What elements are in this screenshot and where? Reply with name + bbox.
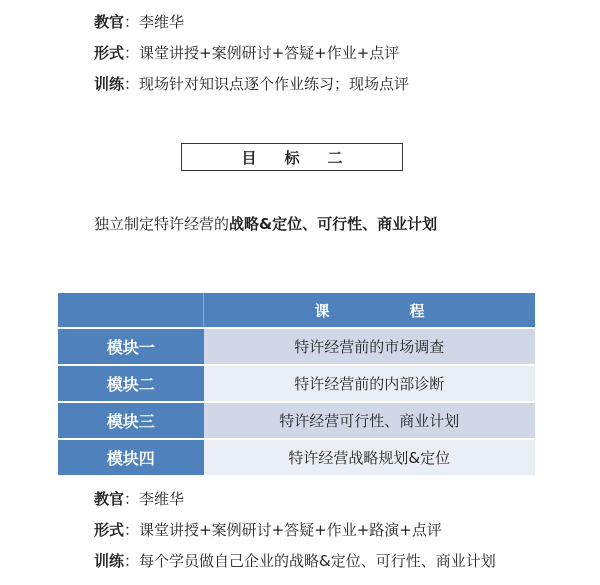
- format-label: 形式: [94, 521, 125, 539]
- target-two-heading: [181, 143, 403, 171]
- content-cell: 特许经营前的市场调查: [204, 328, 536, 365]
- content-cell: 特许经营可行性、商业计划: [204, 402, 536, 439]
- module-cell: 模块二: [58, 365, 204, 402]
- instructor-label: 教官: [94, 490, 125, 508]
- instructor-value: ：李维华: [124, 490, 185, 508]
- format-label: 形式: [94, 44, 125, 62]
- module-cell: 模块三: [58, 402, 204, 439]
- training-label: 训练: [94, 552, 125, 570]
- training-value: ：每个学员做自己企业的战略&定位、可行性、商业计划: [124, 552, 496, 570]
- goal-statement: [94, 213, 437, 235]
- course-table: [58, 293, 535, 475]
- target-char-1: 目: [241, 148, 257, 167]
- format-value: ：课堂讲授+案例研讨+答疑+作业+点评: [124, 44, 400, 62]
- goal-bold: 战略&定位、可行性、商业计划: [229, 215, 438, 233]
- training-value: ：现场针对知识点逐个作业练习；现场点评: [124, 75, 410, 93]
- bottom-training-line: [94, 550, 496, 572]
- course-table-header: [58, 293, 535, 328]
- instructor-value: ：李维华: [124, 13, 185, 31]
- table-row: [58, 402, 535, 439]
- course-header-char-1: 课: [314, 301, 330, 320]
- content-cell: 特许经营战略规划&定位: [204, 439, 536, 475]
- table-row: [58, 439, 535, 475]
- course-header-cell: [204, 293, 536, 328]
- goal-prefix: 独立制定特许经营的: [94, 215, 230, 233]
- bottom-instructor-line: [94, 488, 184, 510]
- target-char-2: 标: [284, 148, 300, 167]
- format-value: ：课堂讲授+案例研讨+答疑+作业+路演+点评: [124, 521, 442, 539]
- top-training-line: [94, 73, 409, 95]
- module-cell: 模块一: [58, 328, 204, 365]
- table-row: [58, 328, 535, 365]
- module-cell: 模块四: [58, 439, 204, 475]
- training-label: 训练: [94, 75, 125, 93]
- instructor-label: 教官: [94, 13, 125, 31]
- header-corner-cell: [58, 293, 204, 328]
- table-row: [58, 365, 535, 402]
- bottom-format-line: [94, 519, 442, 541]
- target-char-3: 二: [327, 148, 343, 167]
- top-format-line: [94, 42, 399, 64]
- course-header-char-2: 程: [409, 301, 425, 320]
- top-instructor-line: [94, 11, 184, 33]
- content-cell: 特许经营前的内部诊断: [204, 365, 536, 402]
